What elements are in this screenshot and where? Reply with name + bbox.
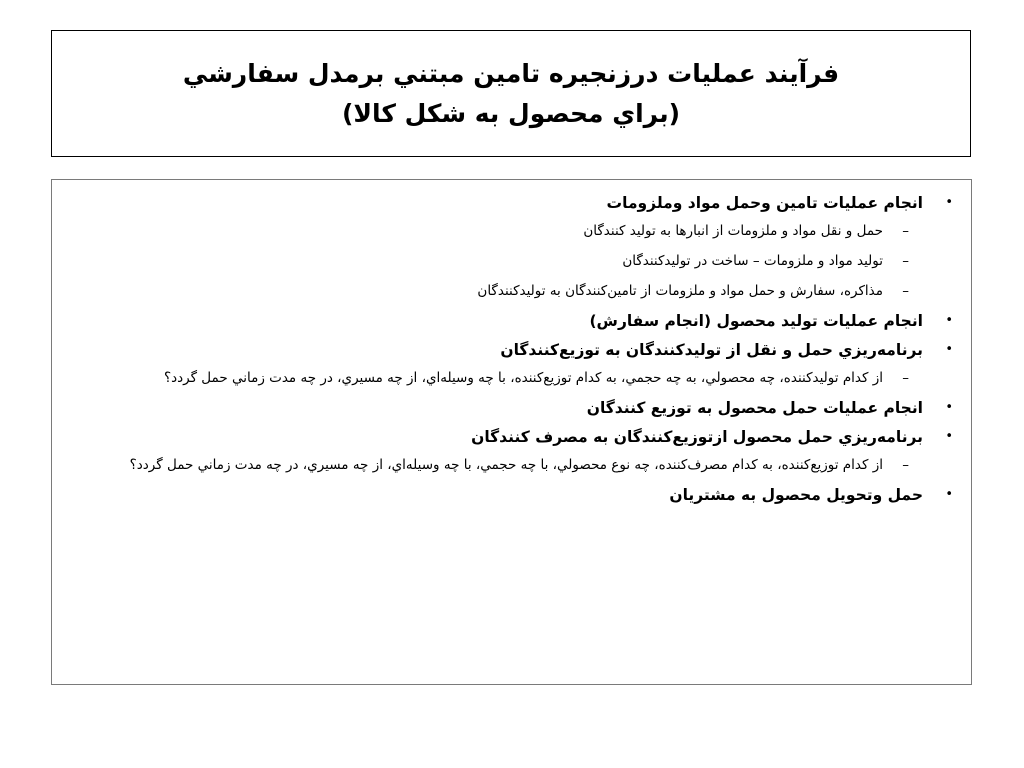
bullet-text: انجام عمليات توليد محصول (انجام سفارش) [589,312,923,330]
bullet-text: برنامه‌ريزي حمل و نقل از توليدكنندگان به توزيع‌كنندگان [500,341,923,359]
dash-mark: – [902,253,909,269]
sub-list [74,219,923,303]
sub-list [74,366,923,390]
sub-text: از كدام توزيع‌كننده، به كدام مصرف‌كننده، چه نوع محصولي، با چه حجمي، با چه وسيله‌اي، از چه مسيري، در چه مدت زماني حمل گردد؟ [129,457,883,473]
sub-text: حمل و نقل مواد و ملزومات از انبارها به توليد كنندگان [583,223,883,239]
sub-text: مذاكره، سفارش و حمل مواد و ملزومات از تامين‌كنندگان به توليدكنندگان [477,283,883,299]
sub-item [74,366,923,390]
sub-list [74,453,923,477]
dash-mark: – [902,457,909,473]
bullet-item [74,425,953,449]
bullet-mark: • [945,400,953,415]
bullet-item [74,483,953,507]
dash-mark: – [902,223,909,239]
bullet-text: برنامه‌ريزي حمل محصول ازتوزيع‌كنندگان به مصرف كنندگان [471,428,923,446]
bullet-item [74,191,953,215]
dash-mark: – [902,370,909,386]
content-box [51,179,972,685]
bullet-mark: • [945,313,953,328]
bullet-text: انجام عمليات تامين وحمل مواد وملزومات [606,194,923,212]
sub-item [74,249,923,273]
bullet-mark: • [945,342,953,357]
bullet-mark: • [945,195,953,210]
dash-mark: – [902,283,909,299]
bullet-mark: • [945,487,953,502]
bullet-mark: • [945,429,953,444]
sub-item [74,279,923,303]
sub-text: توليد مواد و ملزومات – ساخت در توليدكنندگان [622,253,883,269]
bullet-item [74,396,953,420]
bullet-text: حمل وتحويل محصول به مشتريان [669,486,923,504]
bullet-item [74,338,953,362]
bullet-item [74,309,953,333]
bullet-text: انجام عمليات حمل محصول به توزيع كنندگان [586,399,923,417]
title-line-2: (براي محصول به شكل كالا) [341,98,681,128]
sub-text: از كدام توليدكننده، چه محصولي، به چه حجمي، به كدام توزيع‌كننده، با چه وسيله‌اي، از چه مسيري، در چه مدت زماني حمل گردد؟ [163,370,883,386]
title-line-1: فرآيند عمليات درزنجيره تامين مبتني برمدل سفارشي [182,58,840,88]
sub-list-container [74,366,923,390]
sub-item [74,453,923,477]
sub-list-container [74,219,923,303]
sub-list-container [74,453,923,477]
title-box [51,30,971,157]
sub-item [74,219,923,243]
bullet-list [74,191,953,507]
